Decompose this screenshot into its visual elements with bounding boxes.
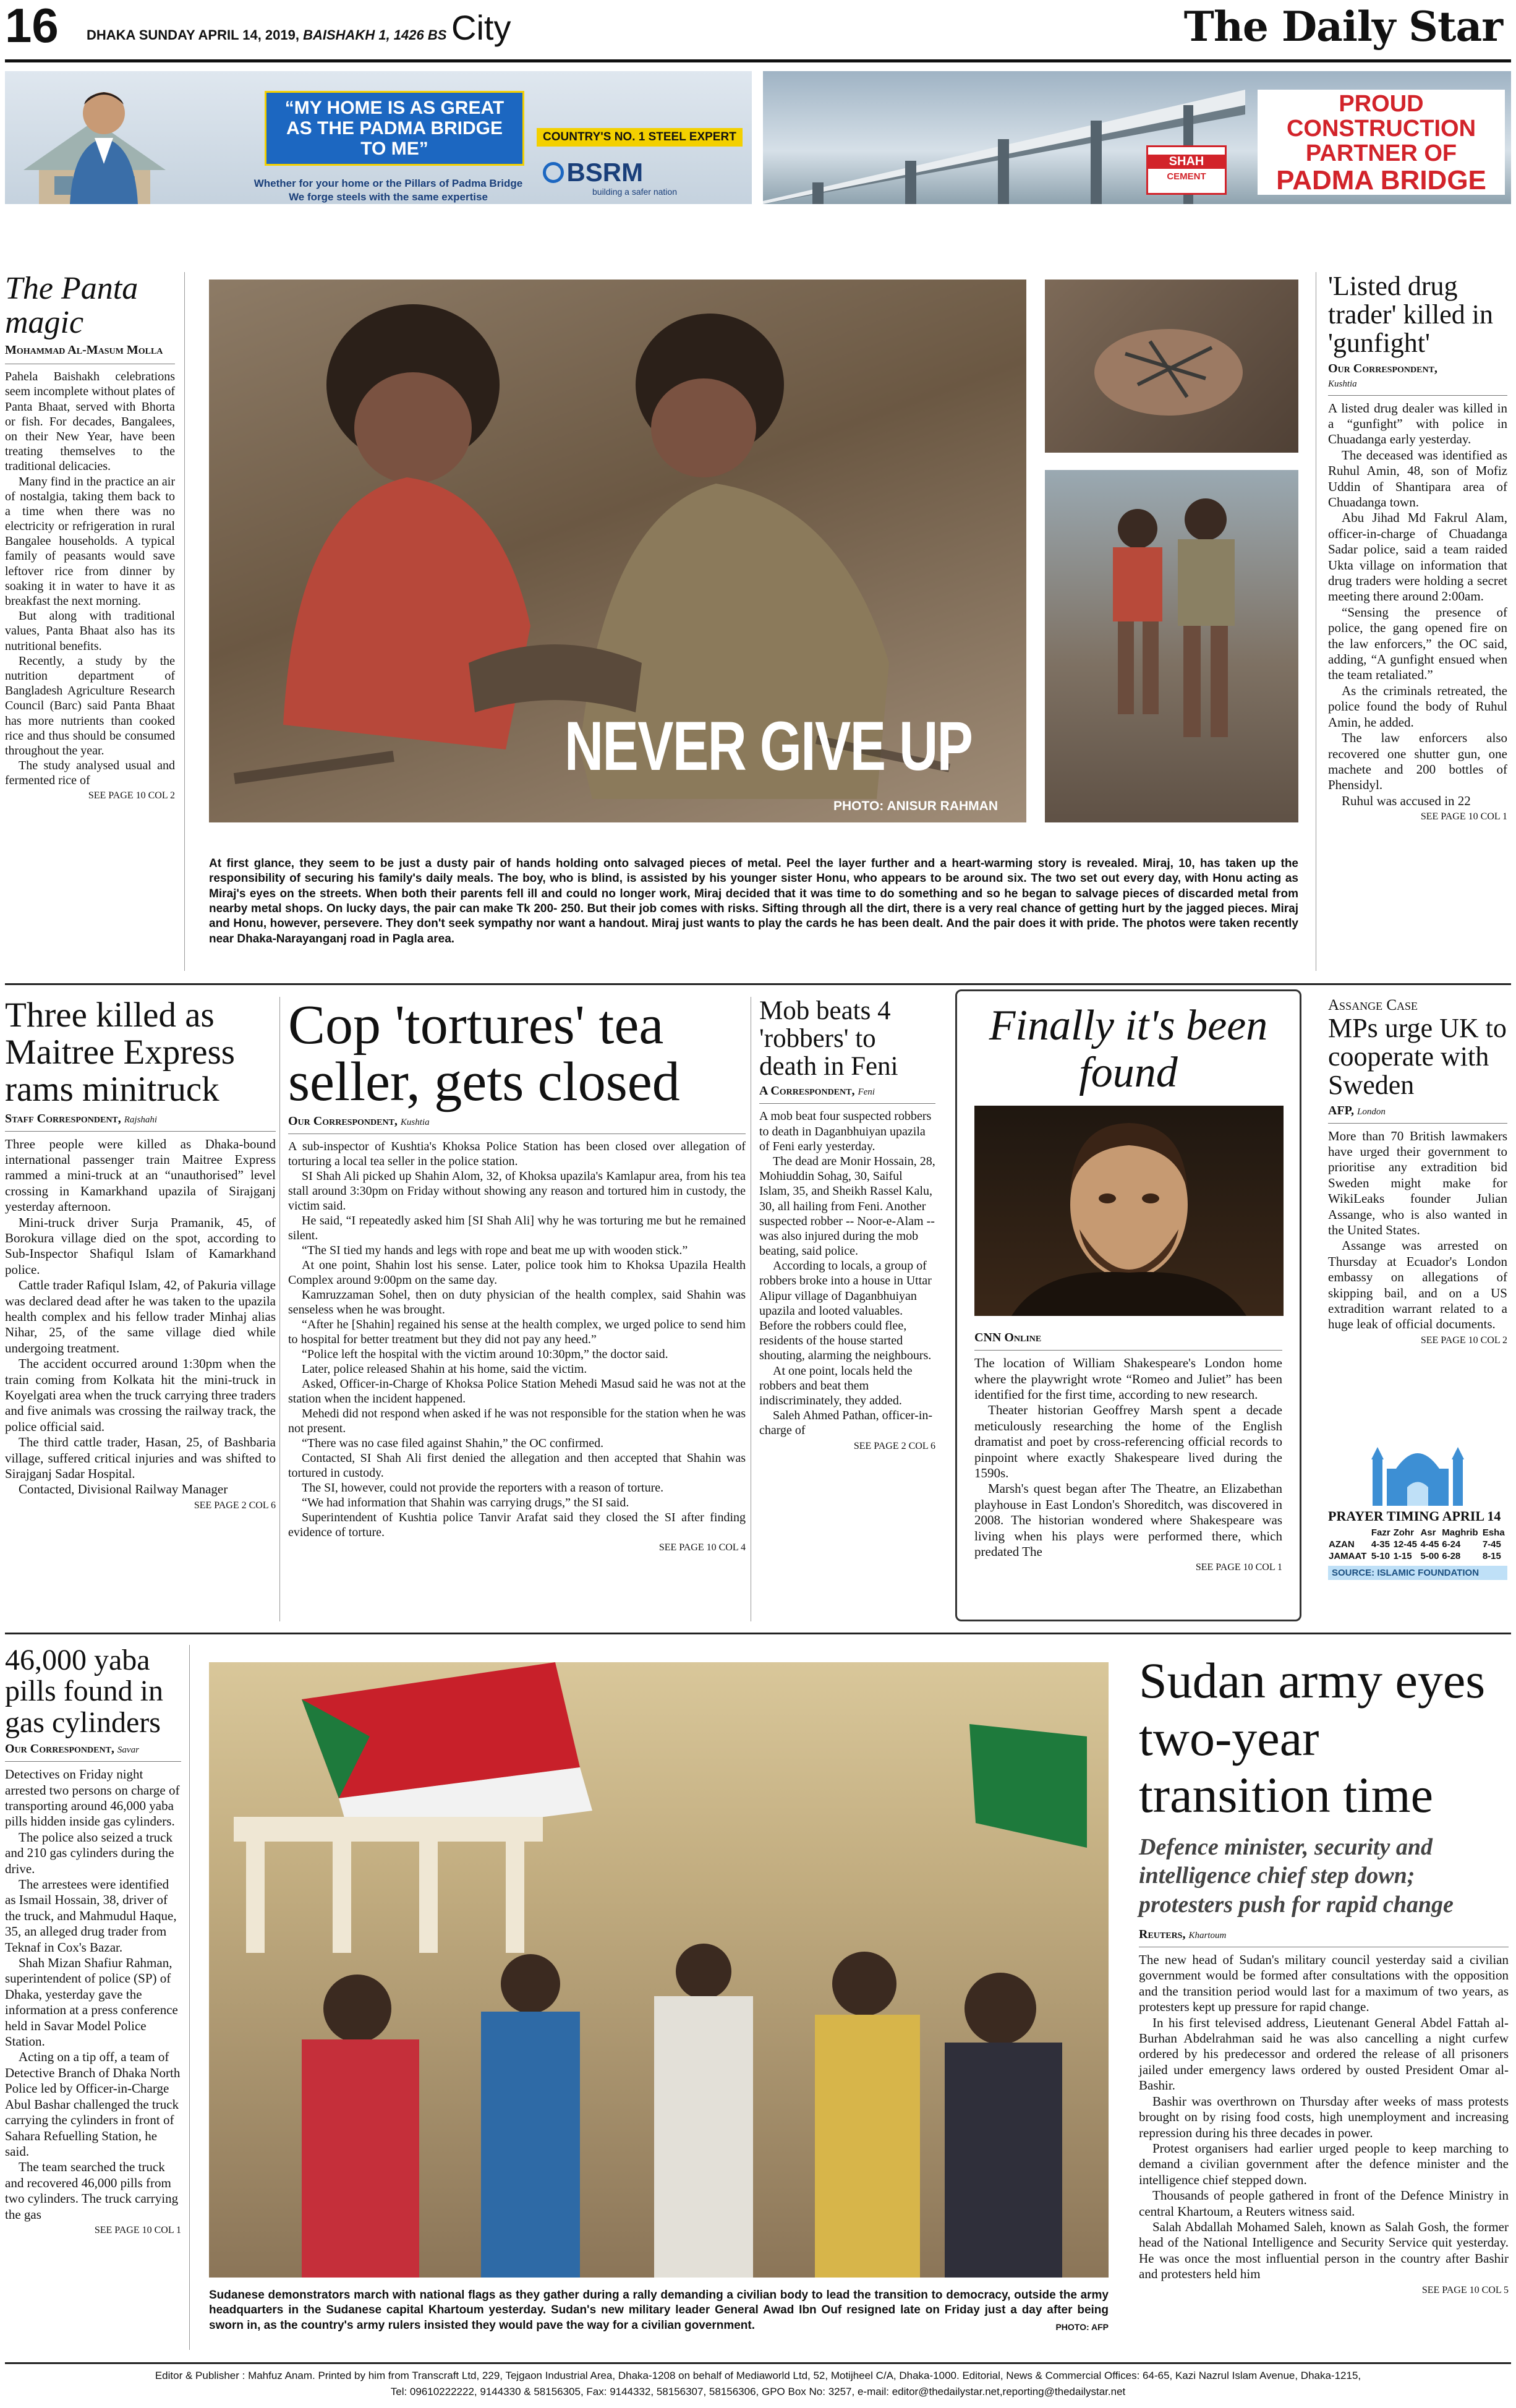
dateline-date: DHAKA SUNDAY APRIL 14, 2019,	[87, 27, 299, 43]
train-paragraph: Contacted, Divisional Railway Manager	[19, 1482, 228, 1497]
shakespeare-paragraph: Theater historian Geoffrey Marsh spent a decade meticulously researching the home of the English dramatist and poet by cross-referencing official records to pinpoint where exactly Shakespeare lived during the 1590s.	[974, 1403, 1282, 1481]
assange-jump: SEE PAGE 10 COL 2	[1420, 1334, 1507, 1346]
sudan-protest-image	[209, 1662, 1109, 2278]
train-headline: Three killed as Maitree Express rams minitruck	[5, 996, 235, 1109]
shah-cement-logo	[1146, 145, 1227, 195]
cop-byline-name: Our Correspondent,	[288, 1114, 398, 1128]
shah-logo-bottom: CEMENT	[1167, 171, 1206, 182]
drug-headline: 'Listed drug trader' killed in 'gunfight'	[1328, 271, 1493, 359]
bsrm-logo-icon	[543, 162, 564, 183]
yaba-byline-name: Our Correspondent,	[5, 1742, 114, 1756]
mob-headline: Mob beats 4 'robbers' to death in Feni	[759, 996, 898, 1082]
prayer-header: Maghrib	[1442, 1527, 1478, 1538]
ad-bsrm-tagline-1: Whether for your home or the Pillars of Padma Bridge	[253, 177, 523, 189]
prayer-row-label: AZAN	[1329, 1539, 1355, 1550]
prayer-row-label: JAMAAT	[1329, 1551, 1367, 1561]
shakespeare-body	[974, 1356, 1282, 1560]
yaba-paragraph: The police also seized a truck and 210 gas cylinders during the drive.	[5, 1829, 174, 1876]
sudan-paragraph: In his first televised address, Lieutenant General Abdel Fattah al-Burhan Abdelrahman said he was also cancelling a night curfew ordered by his predecessor and ordered the release of all prisoners jailed under emergency laws ordered by ousted President Omar al-Bashir.	[1139, 2015, 1509, 2093]
cop-paragraph: Later, police released Shahin at his home, said the victim.	[302, 1362, 587, 1376]
drug-body	[1328, 401, 1507, 809]
prayer-header: Fazr	[1371, 1527, 1390, 1538]
drug-paragraph: Ruhul was accused in 22	[1342, 793, 1471, 808]
cop-paragraph: “We had information that Shahin was carrying drugs,” the SI said.	[302, 1495, 629, 1509]
column-rule	[189, 1645, 190, 2350]
mob-paragraph: Saleh Ahmed Pathan, officer-in-charge of	[759, 1409, 933, 1438]
assange-body	[1328, 1129, 1507, 1333]
sudan-paragraph: Salah Abdallah Mohamed Saleh, known as Salah Gosh, the former head of the National Intelligence and Security Service quit yesterday. He was once the most influential person in the country after Bashir and protesters held him	[1139, 2219, 1509, 2282]
sudan-photo-credit: PHOTO: AFP	[1055, 2321, 1109, 2332]
drug-jump: SEE PAGE 10 COL 1	[1420, 811, 1507, 822]
cop-paragraph: The SI, however, could not provide the reporters with a reason of torture.	[302, 1480, 664, 1495]
shah-logo-top: SHAH	[1148, 155, 1225, 169]
prayer-time: 5-00	[1420, 1551, 1439, 1561]
section-rule	[5, 983, 1511, 985]
drug-byline-name: Our Correspondent,	[1328, 361, 1437, 375]
panta-byline: Mohammad Al-Masum Molla	[5, 343, 163, 357]
article-cop-tortures	[288, 994, 746, 1621]
panta-paragraph: Recently, a study by the nutrition department of Bangladesh Agriculture Research Council (Barc) said Panta Bhaat has more nutrients than cooked rice and thus should be consumed throughout the year.	[5, 654, 175, 758]
ad-bsrm-badge: COUNTRY'S NO. 1 STEEL EXPERT	[537, 128, 743, 147]
sudan-body	[1139, 1952, 1509, 2282]
ad-shah-line-4: PADMA BRIDGE	[1276, 164, 1486, 195]
drug-byline-place: Kushtia	[1328, 378, 1357, 389]
ad-shah-line-1: PROUD	[1339, 91, 1424, 117]
prayer-time: 6-28	[1442, 1551, 1461, 1561]
panta-paragraph: Many find in the practice an air of nostalgia, taking them back to a time when there was no electricity or refrigeration in rural Bangalee households. A typical family of peasants would save leftover rice from dinner by soaking it in water to have it as breakfast the next morning.	[5, 474, 175, 608]
shakespeare-headline: Finally it's been found	[989, 1002, 1268, 1096]
mob-byline-place: Feni	[858, 1087, 875, 1098]
article-assange	[1328, 997, 1507, 1430]
panta-paragraph: Pahela Baishakh celebrations seem incomplete without plates of Panta Bhaat, served with Bhorta or fish. For decades, Bangalees, on their New Year, have been treating themselves to the traditional delicacies.	[5, 370, 175, 474]
prayer-time: 8-15	[1482, 1551, 1501, 1561]
masthead-rule	[5, 59, 1511, 62]
train-paragraph: Cattle trader Rafiqul Islam, 42, of Pakuria village was declared dead after he was taken to the upazila health complex and his fellow trader Minhaj alias Nihar, 25, of the same village died while undergoing treatment.	[5, 1278, 276, 1356]
page-number: 16	[5, 0, 59, 53]
cop-paragraph: Contacted, SI Shah Ali first denied the allegation and then accepted that Shahin was tortured in custody.	[288, 1451, 746, 1480]
yaba-paragraph: Acting on a tip off, a team of Detective Branch of Dhaka North Police led by Officer-in-Charge Abul Bashar challenged the truck carrying the cylinders in front of Sahara Refuelling Station, he said.	[5, 2049, 181, 2159]
assange-paragraph: Assange was arrested on Thursday at Ecuador's London embassy on allegations of skipping bail, and on a US extradition warrant related to a huge leak of official documents.	[1328, 1238, 1507, 1332]
yaba-jump: SEE PAGE 10 COL 1	[94, 2224, 181, 2235]
assange-paragraph: More than 70 British lawmakers have urged their government to prioritise any extradition bid Sweden might make for WikiLeaks founder Julian Assange, who is also wanted in the United States.	[1328, 1128, 1507, 1237]
prayer-title: PRAYER TIMING APRIL 14	[1328, 1508, 1501, 1524]
never-give-up-caption: At first glance, they seem to be just a dusty pair of hands holding onto salvaged pieces of metal. Peel the layer further and a heart-warming story is revealed. Miraj, 10, has taken up the responsibility of securing his family's daily meals. The boy, who is blind, is assisted by his younger sister Honu, who appears to be around six. The two set out every day, with Honu acting as Miraj's eyes on the streets. When both their parents fell ill and could no longer work, Miraj decided that it was time to do something and so he began to salvage pieces of discarded metal from nearby metal shops. On lucky days, the pair can make Tk 200- 250. But their job comes with risks. Sifting through all the dirt, there is a very real chance of getting hurt by the jagged pieces. Miraj and Honu, however, persevere. They don't seek sympathy nor want a handout. Miraj just wants to play the cards he has been dealt. And the pair does it with pride. The photos were taken recently near Dhaka-Narayanganj road in Pagla area.	[209, 857, 1298, 946]
prayer-header: Esha	[1482, 1527, 1505, 1538]
cop-paragraph: “There was no case filed against Shahin,” the OC confirmed.	[302, 1436, 604, 1450]
assange-kicker: Assange Case	[1328, 997, 1418, 1014]
cop-paragraph: Asked, Officer-in-Charge of Khoksa Police Station Mehedi Masud said he was not at the station when the incident happened.	[288, 1377, 746, 1406]
article-sudan	[1139, 1652, 1509, 2354]
shakespeare-portrait-image	[974, 1106, 1284, 1316]
ad-shah-line-2: CONSTRUCTION	[1286, 115, 1476, 142]
prayer-time: 1-15	[1393, 1551, 1412, 1561]
shakespeare-paragraph: Marsh's quest began after The Theatre, an Elizabethan playhouse in East London's Shoreditch, was discovered in 2008. The historian wondered where Shakespeare was living when his plays were performed there, which predated The	[974, 1481, 1282, 1560]
photo-never-give-up-hands	[1045, 280, 1298, 453]
mob-jump: SEE PAGE 2 COL 6	[853, 1440, 935, 1451]
ad-bsrm[interactable]	[5, 71, 752, 204]
panta-headline: The Panta magic	[5, 271, 138, 340]
sudan-caption-text: Sudanese demonstrators march with national flags as they gather during a rally demanding a civilian body to lead the transition to democracy, outside the army headquarters in the Sudanese capital Khartoum yesterday. Sudan's new military leader General Awad Ibn Ouf resigned late on Friday just a day after being sworn in, as the country's army rulers insisted they would pave the way for a civilian government.	[209, 2289, 1109, 2332]
cop-paragraph: Kamruzzaman Sohel, then on duty physician of the health complex, said Shahin was senseless when he was brought.	[288, 1287, 746, 1317]
column-rule	[279, 997, 280, 1621]
cop-paragraph: Mehedi did not respond when asked if he was not responsible for the station when he was not present.	[288, 1406, 746, 1435]
train-byline	[5, 1112, 276, 1126]
cop-paragraph: “The SI tied my hands and legs with rope and beat me up with wooden stick.”	[302, 1243, 688, 1257]
train-byline-place: Rajshahi	[124, 1114, 158, 1125]
dateline-bangla: BAISHAKH 1, 1426 BS	[303, 27, 447, 43]
sudan-jump: SEE PAGE 10 COL 5	[1421, 2284, 1509, 2295]
drug-paragraph: “Sensing the presence of police, the gang opened fire on the law enforcers,” the OC said, adding, “A gunfight ensued when the team retaliated.”	[1328, 604, 1507, 683]
drug-paragraph: As the criminals retreated, the police found the body of Ruhul Amin, he added.	[1328, 683, 1507, 730]
yaba-headline: 46,000 yaba pills found in gas cylinders	[5, 1644, 164, 1739]
panta-body	[5, 369, 175, 788]
panta-paragraph: The study analysed usual and fermented rice of	[5, 759, 175, 788]
cop-paragraph: “Police left the hospital with the victim around 10:30pm,” the doctor said.	[302, 1347, 668, 1361]
ad-bsrm-brand-tag: building a safer nation	[592, 187, 677, 197]
mob-paragraph: A mob beat four suspected robbers to death in Daganbhuiyan upazila of Feni early yesterday.	[759, 1109, 932, 1153]
ad-bsrm-quote: “MY HOME IS AS GREAT AS THE PADMA BRIDGE TO ME”	[265, 91, 524, 166]
mob-paragraph: According to locals, a group of robbers broke into a house in Uttar Alipur village of Daganbhuiyan upazila and looted valuables. Before the robbers could flee, residents of the house started shouting, alarming the neighbours.	[759, 1259, 932, 1363]
article-mob-beats	[759, 997, 935, 1621]
cop-paragraph: Superintendent of Kushtia police Tanvir Arafat said they closed the SI after finding evidence of torture.	[288, 1510, 746, 1539]
dateline	[87, 27, 446, 43]
shakespeare-byline: CNN Online	[974, 1331, 1042, 1345]
yaba-byline-place: Savar	[117, 1745, 139, 1756]
footer-rule	[5, 2362, 1511, 2364]
cop-byline	[288, 1114, 746, 1129]
section-rule	[5, 1633, 1511, 1634]
article-yaba	[5, 1645, 181, 2350]
prayer-time: 4-35	[1371, 1539, 1390, 1550]
prayer-time: 4-45	[1420, 1539, 1439, 1550]
train-paragraph: The third cattle trader, Hasan, 25, of Bashbaria village, suffered critical injuries and was shifted to Sirajganj Sadar Hospital.	[5, 1435, 276, 1482]
drug-paragraph: The deceased was identified as Ruhul Amin, 48, son of Mofiz Uddin of Shantipara area of Chuadanga town.	[1328, 447, 1507, 510]
mob-paragraph: At one point, locals held the robbers and beat them indiscriminately, they added.	[759, 1364, 913, 1407]
column-rule	[184, 272, 185, 971]
mosque-icon	[1328, 1441, 1507, 1506]
cop-paragraph: SI Shah Ali picked up Shahin Alom, 32, of Khoksa upazila's Kamlapur area, from his tea stall around 3:30pm on Friday without showing any reason and tortured him in custody, the victim said.	[288, 1169, 746, 1213]
cop-headline: Cop 'tortures' tea seller, gets closed	[288, 994, 680, 1112]
prayer-time: 6-24	[1442, 1539, 1461, 1550]
article-train-accident	[5, 997, 276, 1621]
drug-paragraph: Abu Jihad Md Fakrul Alam, officer-in-charge of Chuadanga Sadar police, said a team raided Ukta village on information that drug traders were holding a secret meeting there around 2:00am.	[1328, 510, 1507, 604]
cop-paragraph: “After he [Shahin] regained his sense at the health complex, we urged police to send him to hospital for better treatment but they did not pay any heed.”	[288, 1317, 746, 1346]
article-panta	[5, 272, 175, 971]
sudan-paragraph: The new head of Sudan's military council yesterday said a civilian government would be formed after consultations with the opposition and the transition period would last for a maximum of two years, as protesters kept up pressure for rapid change.	[1139, 1952, 1509, 2015]
prayer-header: Zohr	[1393, 1527, 1414, 1538]
article-drug-trader	[1328, 272, 1507, 971]
yaba-body	[5, 1767, 181, 2222]
imprint-line-2: Tel: 09610222222, 9144330 & 58156305, Fax: 9144332, 58156307, 58156306, GPO Box No: 3257, e-mail: editor@thedailystar.net,reporting@thedailystar.net	[390, 2386, 1126, 2397]
ad-shah-line-3: PARTNER OF	[1305, 140, 1457, 166]
sudan-byline-place: Khartoum	[1188, 1931, 1227, 1941]
train-paragraph: Three people were killed as Dhaka-bound international passenger train Maitree Express rammed a mini-truck at an “unauthorised” level crossing in Kamarkhand upazila of Sirajganj yesterday afternoon.	[5, 1136, 276, 1215]
prayer-timing-box	[1328, 1441, 1507, 1620]
ad-model-illustration	[11, 77, 178, 204]
drug-paragraph: A listed drug dealer was killed in a “gunfight” with police in Chuadanga early yesterday.	[1328, 400, 1507, 447]
shakespeare-jump: SEE PAGE 10 COL 1	[1195, 1562, 1282, 1573]
imprint-line-1: Editor & Publisher : Mahfuz Anam. Printed by him from Transcraft Ltd, 229, Tejgaon Industrial Area, Dhaka-1208 on behalf of Mediaworld Ltd, 52, Motijheel C/A, Dhaka-1000. Editorial, News & Commercial Offices: 64-65, Kazi Nazrul Islam Avenue, Dhaka-1215,	[155, 2370, 1361, 2381]
yaba-paragraph: Shah Mizan Shafiur Rahman, superintendent of police (SP) of Dhaka, yesterday gave the information at a press conference held in Savar Model Police Station.	[5, 1955, 178, 2049]
drug-byline	[1328, 362, 1507, 390]
drug-paragraph: The law enforcers also recovered one shutter gun, one machete and 200 bottles of Phensidyl.	[1328, 730, 1507, 793]
mob-paragraph: The dead are Monir Hossain, 28, Mohiuddin Sohag, 30, Saiful Islam, 35, and Sheikh Rassel Kalu, 30, all hailing from Feni. Another suspected robber -- Noor-e-Alam -- was also injured during the mob beating, said police.	[759, 1154, 935, 1258]
train-body	[5, 1137, 276, 1498]
yaba-paragraph: The arrestees were identified as Ismail Hossain, 38, driver of the truck, and Mahmudul Haque, 35, an alleged drug trader from Teknaf in Cox's Bazar.	[5, 1877, 177, 1955]
cop-jump: SEE PAGE 10 COL 4	[658, 1542, 746, 1553]
prayer-time: 5-10	[1371, 1551, 1390, 1561]
prayer-source: SOURCE: ISLAMIC FOUNDATION	[1328, 1566, 1507, 1580]
sudan-paragraph: Thousands of people gathered in front of the Defence Ministry in central Khartoum, a Reuters witness said.	[1139, 2188, 1509, 2219]
section-name: City	[451, 8, 511, 47]
ad-shah-cement[interactable]	[763, 71, 1511, 204]
sudan-byline	[1139, 1928, 1509, 1942]
siblings-walking-image	[1045, 470, 1298, 822]
panta-jump: SEE PAGE 10 COL 2	[88, 790, 175, 801]
prayer-time: 12-45	[1393, 1539, 1417, 1550]
shakespeare-paragraph: The location of William Shakespeare's London home where the playwright wrote “Romeo and Juliet” has been identified for the first time, according to new research.	[974, 1356, 1282, 1402]
ad-bsrm-brand-name: BSRM	[566, 158, 644, 187]
photo-sudan-protest	[209, 1662, 1109, 2278]
ad-bsrm-brand	[543, 158, 643, 187]
photo-never-give-up-main	[209, 280, 1026, 822]
ad-bsrm-tagline-2: We forge steels with the same expertise	[289, 191, 488, 203]
yaba-paragraph: Detectives on Friday night arrested two persons on charge of transporting around 46,000 yaba pills hidden inside gas cylinders.	[5, 1767, 180, 1829]
assange-headline: MPs urge UK to cooperate with Sweden	[1328, 1013, 1507, 1101]
hands-metal-image	[1045, 280, 1298, 453]
prayer-table	[1328, 1527, 1507, 1562]
photo-credit: PHOTO: ANISUR RAHMAN	[833, 799, 998, 813]
prayer-header: Asr	[1420, 1527, 1436, 1538]
panta-paragraph: But along with traditional values, Panta Bhaat also has its nutritional benefits.	[5, 609, 175, 653]
photo-shakespeare-portrait	[974, 1106, 1284, 1316]
sudan-deck: Defence minister, security and intelligence chief step down; protesters push for rapid change	[1139, 1834, 1454, 1918]
mob-byline-name: A Correspondent,	[759, 1084, 855, 1098]
sudan-paragraph: Bashir was overthrown on Thursday after weeks of mass protests brought on by rising food costs, high unemployment and increasing repression during his three decades in power.	[1139, 2093, 1509, 2140]
assange-byline-name: AFP,	[1328, 1103, 1355, 1117]
train-byline-name: Staff Correspondent,	[5, 1111, 121, 1125]
photo-never-give-up-walking	[1045, 470, 1298, 822]
cop-paragraph: A sub-inspector of Kushtia's Khoksa Police Station has been closed over allegation of torturing a local tea seller in the police station.	[288, 1139, 746, 1168]
cop-paragraph: At one point, Shahin lost his sense. Later, police took him to Khoksa Upazila Health Complex around 9:00pm on the same day.	[288, 1258, 746, 1287]
cop-body	[288, 1139, 746, 1540]
masthead-logo: The Daily Star	[1183, 2, 1502, 51]
assange-byline	[1328, 1104, 1507, 1118]
sudan-photo-caption	[209, 2288, 1109, 2333]
sudan-paragraph: Protest organisers had earlier urged people to keep marching to demand a civilian government after the defence minister and the intelligence chief stepped down.	[1139, 2140, 1509, 2187]
sudan-headline: Sudan army eyes two-year transition time	[1139, 1652, 1486, 1824]
mob-byline	[759, 1084, 935, 1098]
sudan-byline-name: Reuters,	[1139, 1928, 1186, 1942]
yaba-paragraph: The team searched the truck and recovered 46,000 pills from two cylinders. The truck carrying the gas	[5, 2159, 179, 2222]
cop-paragraph: He said, “I repeatedly asked him [SI Shah Ali] why he was torturing me but he remained silent.	[288, 1213, 746, 1242]
prayer-time: 7-45	[1482, 1539, 1501, 1550]
assange-byline-place: London	[1357, 1106, 1386, 1117]
train-jump: SEE PAGE 2 COL 6	[194, 1500, 276, 1511]
photo-overlay-title: NEVER GIVE UP	[564, 707, 973, 785]
ad-shah-text	[1258, 90, 1505, 195]
yaba-byline	[5, 1742, 181, 1756]
cop-byline-place: Kushtia	[400, 1117, 430, 1127]
train-paragraph: The accident occurred around 1:30pm when the train coming from Kolkata hit the mini-truck in Koyelgati area when the truck carrying three traders and five animals was crossing the railway track, the police official said.	[5, 1356, 276, 1434]
article-shakespeare-box	[955, 989, 1301, 1621]
mob-body	[759, 1109, 935, 1438]
train-paragraph: Mini-truck driver Surja Pramanik, 45, of Borokura village died on the spot, according to Sub-Inspector Shafiqul Islam of Kamarkhand police.	[5, 1215, 276, 1277]
